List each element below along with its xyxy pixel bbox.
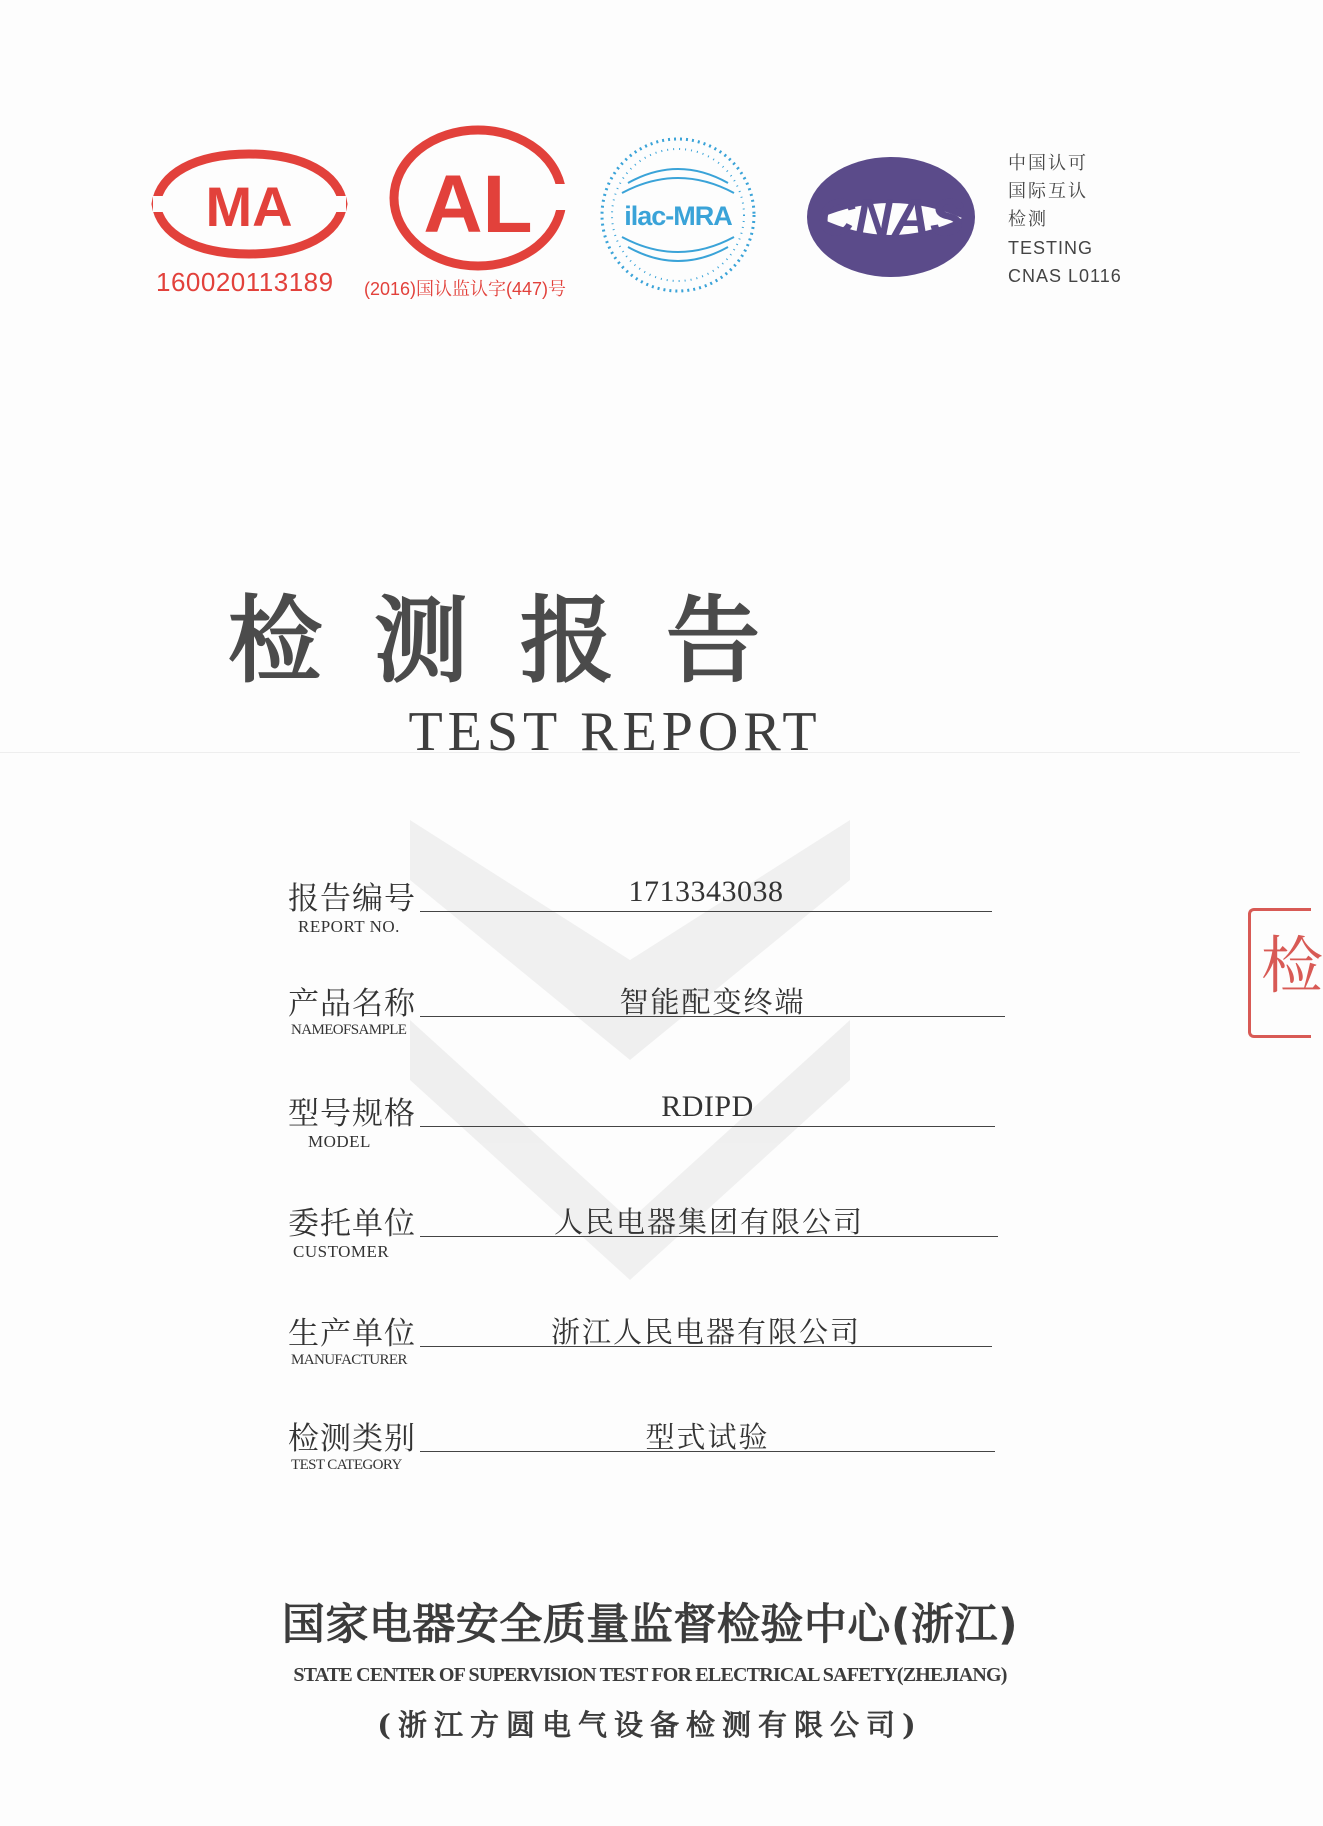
field-label-cn: 型号规格 (288, 1096, 416, 1132)
inspection-stamp (1248, 908, 1323, 1038)
field-label-en: MANUFACTURER (291, 1352, 407, 1368)
field-label-cn: 检测类别 (288, 1421, 416, 1457)
field-label-cn: 产品名称 (288, 986, 416, 1022)
cal-certificate-number: (2016)国认监认字(447)号 (364, 279, 567, 299)
field-label-en: TEST CATEGORY (291, 1457, 402, 1473)
cnas-line-2: 国际互认 (1008, 181, 1088, 202)
field-value: 浙江人民电器有限公司 (550, 1315, 861, 1349)
cal-logo (387, 124, 569, 272)
field-label-cn: 生产单位 (288, 1316, 416, 1352)
field-label-cn: 委托单位 (288, 1206, 416, 1242)
field-label-en: MODEL (308, 1132, 371, 1151)
report-title-cn: 检测报告 (227, 586, 812, 696)
field-underline (420, 1126, 995, 1127)
organization-name-en: STATE CENTER OF SUPERVISION TEST FOR ELECTRICAL SAFETY(ZHEJIANG) (293, 1664, 1007, 1686)
cnas-line-3: 检测 (1008, 209, 1048, 230)
report-title-en: TEST REPORT (408, 701, 822, 763)
cnas-line-4: TESTING (1008, 238, 1094, 258)
field-label-en: CUSTOMER (293, 1242, 390, 1261)
cnas-line-1: 中国认可 (1008, 153, 1088, 174)
field-value: 型式试验 (645, 1420, 770, 1454)
cnas-logo-text: CNAS (817, 189, 965, 247)
field-label-cn: 报告编号 (288, 881, 416, 917)
field-value: RDIPD (661, 1090, 754, 1123)
field-value: 人民电器集团有限公司 (553, 1205, 864, 1239)
cnas-accreditation-text (1008, 150, 1122, 290)
field-value: 智能配变终端 (619, 985, 806, 1019)
field-value: 1713343038 (628, 875, 784, 908)
cal-logo-text: AL (423, 159, 533, 250)
field-label-en: REPORT NO. (298, 917, 400, 936)
stamp-character: 检 (1261, 929, 1323, 1002)
cma-logo-text: MA (205, 175, 293, 238)
cnas-line-5: CNAS L0116 (1008, 266, 1122, 286)
cnas-logo (800, 152, 982, 282)
organization-name-cn: 国家电器安全质量监督检验中心(浙江) (281, 1600, 1019, 1650)
organization-subtitle: (浙江方圆电气设备检测有限公司) (377, 1708, 923, 1742)
field-label-en: NAMEOFSAMPLE (291, 1022, 407, 1038)
ilac-mra-logo (598, 135, 758, 295)
ilac-logo-text: ilac-MRA (624, 201, 732, 231)
field-underline (420, 911, 992, 912)
cma-logo (153, 150, 346, 258)
cma-certificate-number: 160020113189 (156, 267, 334, 297)
